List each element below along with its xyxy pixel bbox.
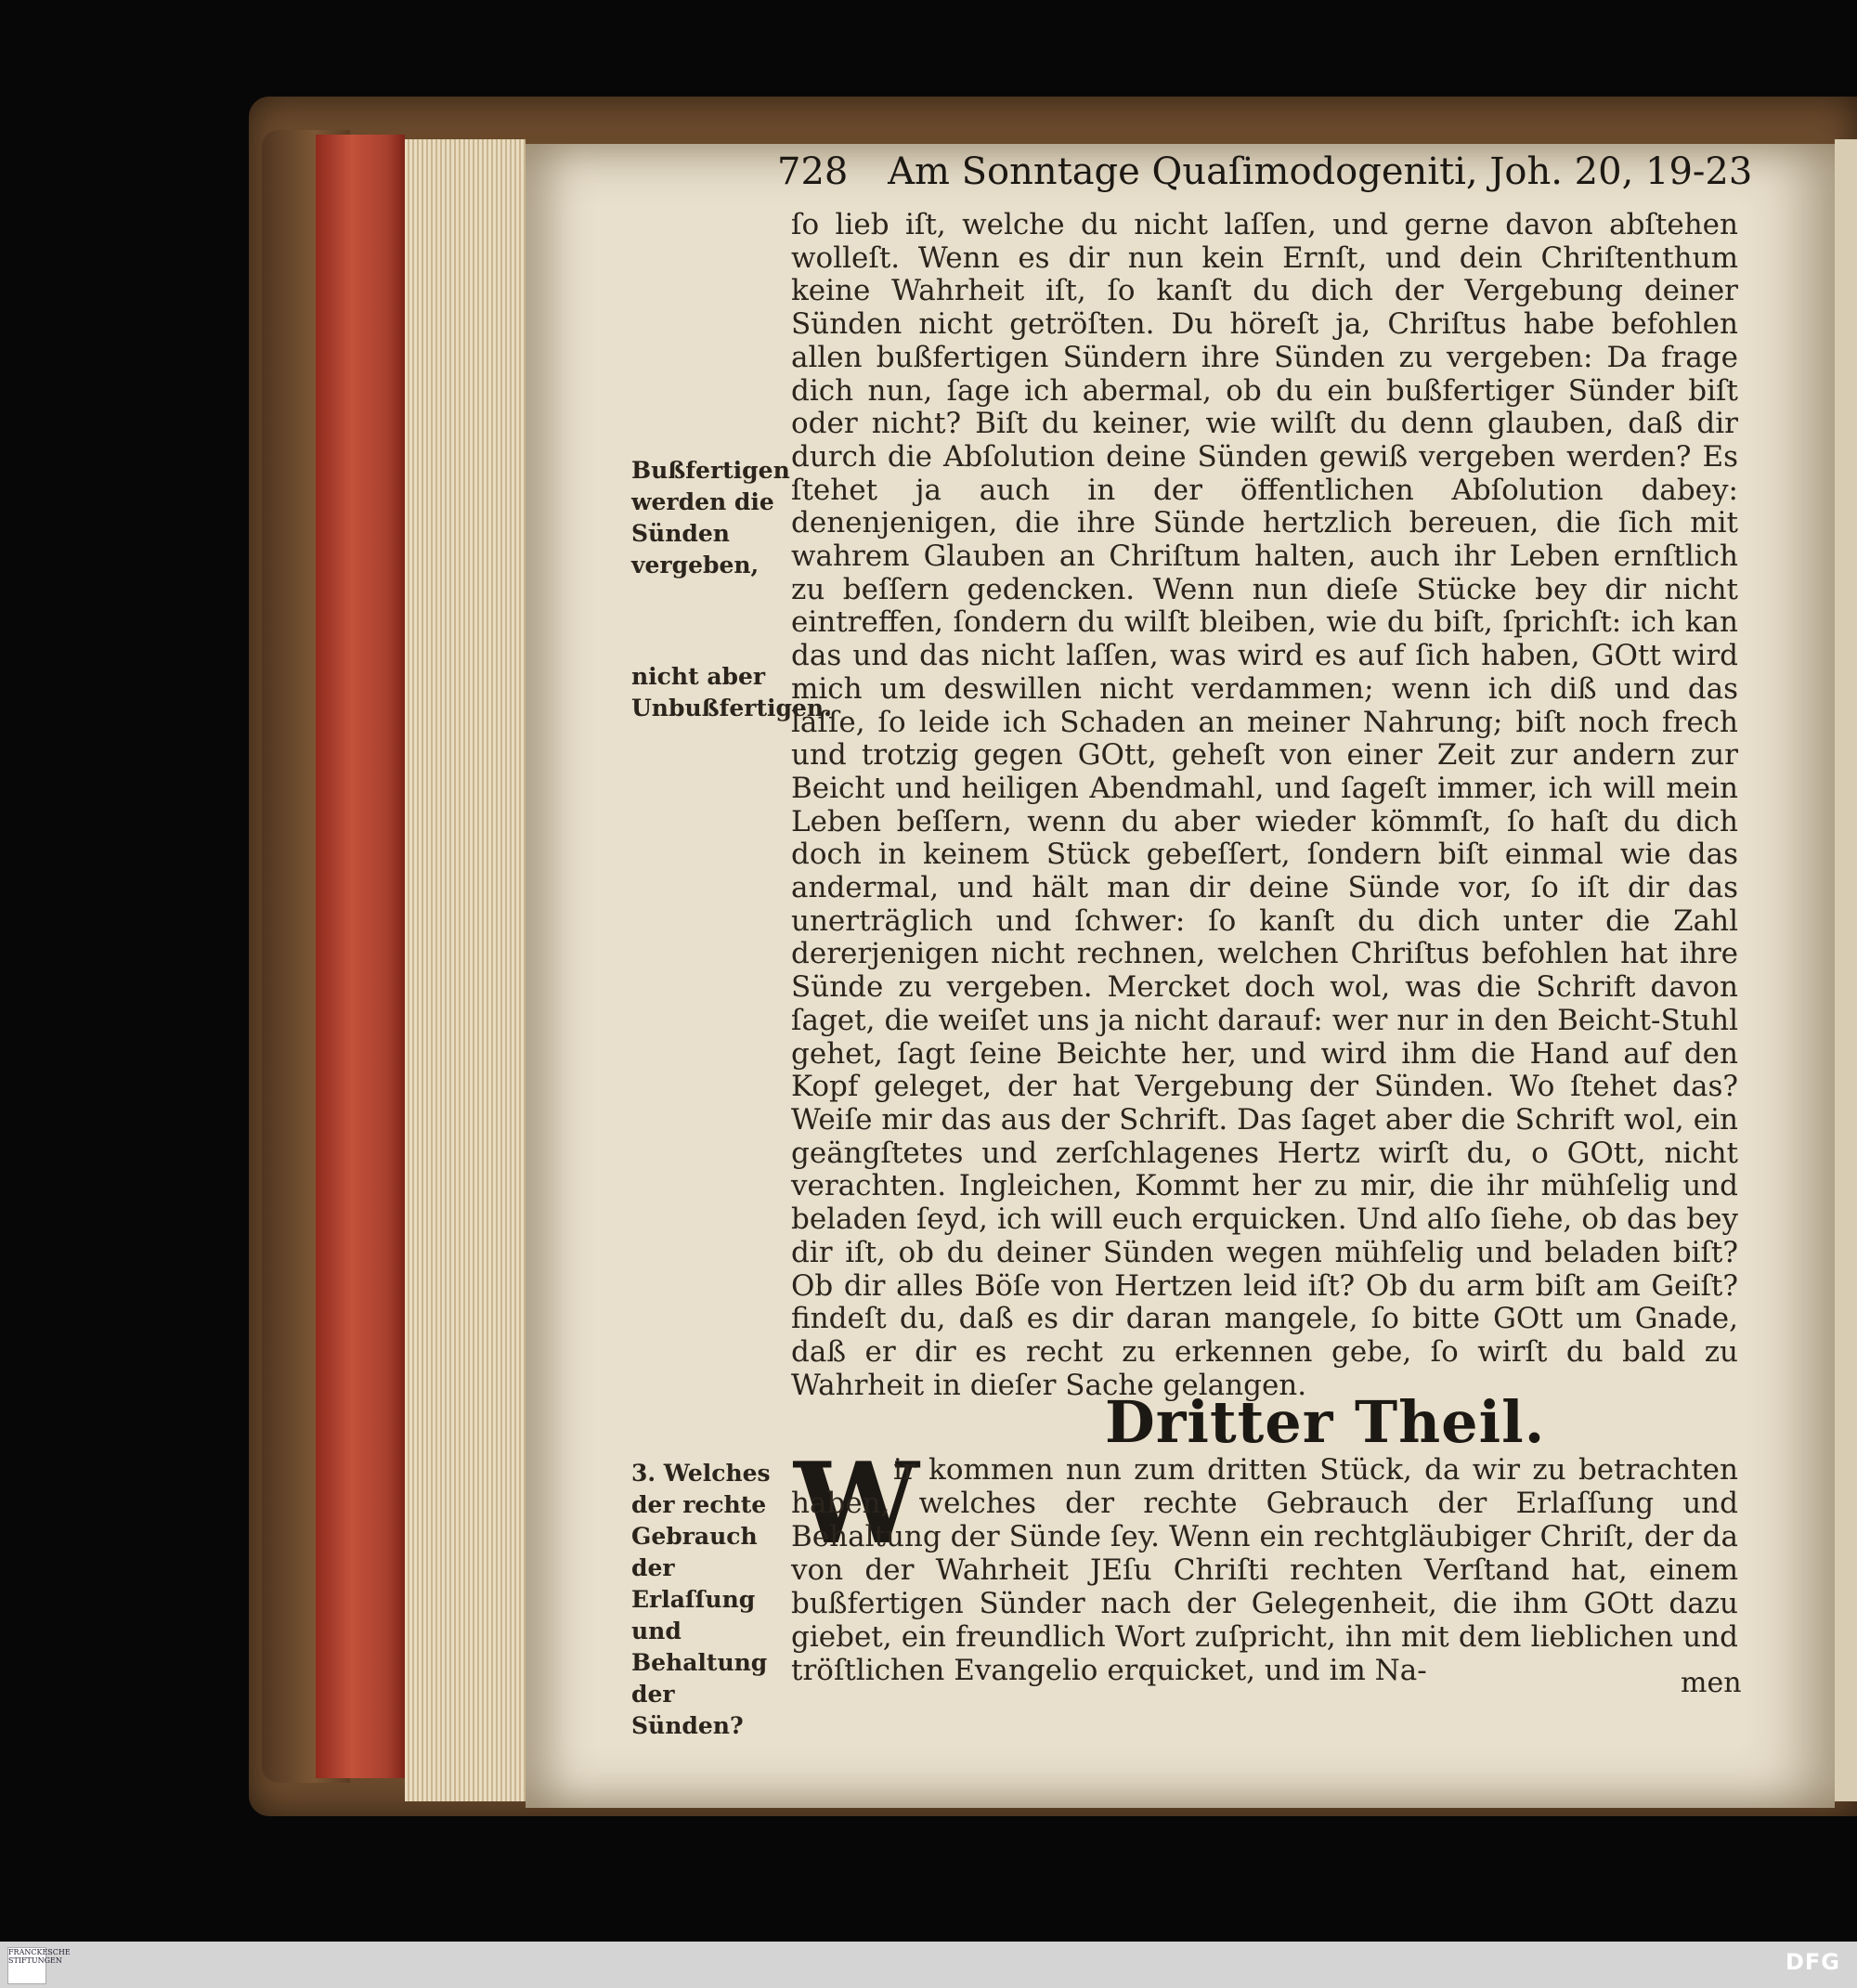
body-paragraph: ſo lieb iſt, welche du nicht laſſen, und gerne davon abſtehen wolleſt. Wenn es dir nun kein Ernſt, und dein Chriſtenthum keine Wahrheit iſt, ſo kanſt du dich der Vergebung deiner Sünden nicht getröſten. Du höreſt ja, Chriſtus habe befohlen allen bußfertigen Sündern ihre Sünden zu vergeben: Da frage dich nun, ſage ich abermal, ob du ein bußfertiger Sünder biſt oder nicht? Biſt du keiner, wie wilſt du denn glauben, daß dir durch die Abſolution deine Sünden gewiß vergeben werden? Es ſtehet ja auch in der öffentlichen Abſolution dabey: denenjenigen, die ihre Sünde hertzlich bereuen, die ſich mit wahrem Glauben an Chriſtum halten, auch ihr Leben ernſtlich zu beſſern gedencken. Wenn nun dieſe Stücke bey dir nicht eintreffen, ſondern du wilſt bleiben, wie du biſt, ſprichſt: ich kan das und das nicht laſſen, was wird es auf ſich haben, GOtt wird mich um deswillen nicht verdammen; wenn ich diß und das laſſe, ſo leide ich Schaden an meiner Nahrung; biſt noch frech und trotzig gegen GOtt, geheſt von einer Zeit zur andern zur Beicht und heiligen Abendmahl, und ſageſt immer, ich will mein Leben beſſern, wenn du aber wieder kömmſt, ſo haſt du dich doch in keinem Stück gebeſſert, ſondern biſt einmal wie das andermal, und hält man dir deine Sünde vor, ſo iſt dir das unerträglich und ſchwer: ſo kanſt du dich unter die Zahl dererjenigen nicht rechnen, welchen Chriſtus befohlen hat ihre Sünde zu vergeben. Mercket doch wol, was die Schrift davon ſaget, die weiſet uns ja nicht darauf: wer nur in den Beicht-Stuhl gehet, ſagt ſeine Beichte her, und wird ihm die Hand auf den Kopf geleget, der hat Vergebung der Sünden. Wo ſtehet das? Weiſe mir das aus der Schrift. Das ſaget aber die Schrift wol, ein geängſtetes und zerſchlagenes Hertz wirſt du, o GOtt, nicht verachten. Ingleichen, Kommt her zu mir, die ihr mühſelig und beladen ſeyd, ich will euch erquicken. Und alſo ſiehe, ob das bey dir iſt, ob du deiner Sünden wegen mühſelig und beladen biſt? Ob dir alles Böſe von Hertzen leid iſt? Ob du arm biſt am Geiſt? findeſt du, daß es dir daran mangele, ſo bitte GOtt um Gnade, daß er dir es recht zu erkennen gebe, ſo wirſt du bald zu Wahrheit in dieſer Sache gelangen. [791,208,1738,1402]
dfg-logo[interactable]: DFG [1785,1949,1840,1975]
page-edge-red [316,135,405,1778]
margin-note-1: Bußfertigen werden die Sünden vergeben, [631,457,790,578]
section-paragraph: ir kommen nun zum dritten Stück, da wir zu betrachten haben, welches der rechte Gebrauch der Erlaſſung und Behaltung der Sünde ſey. Wenn ein rechtgläubiger Chriſt, der da von der Wahrheit JEſu Chriſti rechten Verſtand hat, einem bußfertigen Sünder nach der Gelegenheit, die ihm GOtt dazu giebet, ein freundlich Wort zuſpricht, ihn mit dem lieblichen und tröſtlichen Evangelio erquicket, und im Na- [791,1453,1738,1687]
footer-bar [0,1942,1857,1988]
institution-logo[interactable]: FRANCKESCHE STIFTUNGEN [7,1947,46,1984]
catchword: men [1681,1667,1742,1699]
page-edge-stack [405,139,526,1801]
page-number: 728 [777,150,849,193]
page-title: Am Sonntage Quaſimodogeniti, Joh. 20, 19-23 [888,150,1753,193]
drop-cap: W [794,1438,919,1569]
page-header [777,150,1753,193]
margin-note-2: nicht aber Unbußfertigen. [631,663,832,721]
section-heading: Dritter Theil. [1105,1388,1546,1456]
margin-note-3: 3. Welches der rechte Gebrauch der Erlaſſung und Behaltung der Sünden? [631,1460,771,1739]
next-page-strip [1835,139,1857,1801]
